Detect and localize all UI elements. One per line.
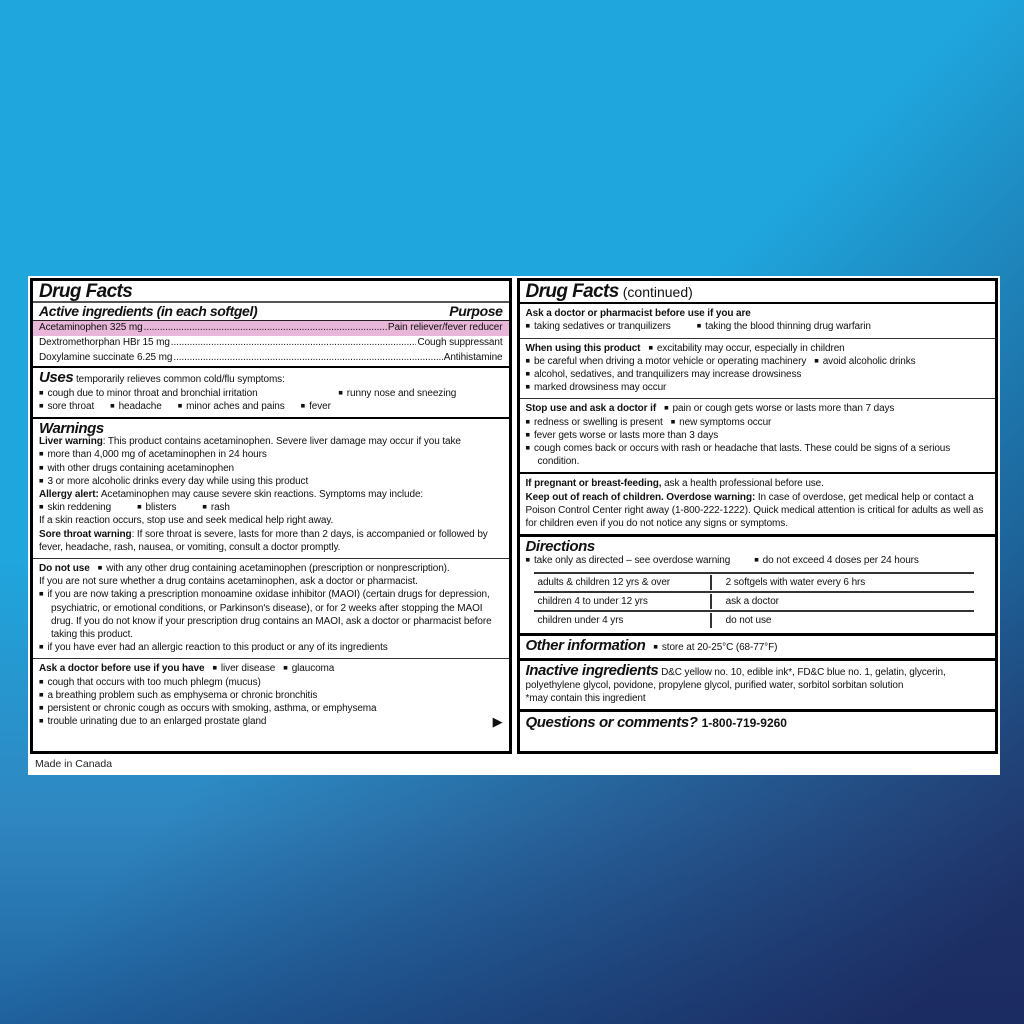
do-not-use-line: Do not use ■ with any other drug containing acetaminophen (prescription or nonprescription). [39,562,503,575]
liver-bullet: ■ more than 4,000 mg of acetaminophen in 24 hours [39,448,503,461]
keep-out-lead: Keep out of reach of children. Overdose warning: [525,491,756,503]
dot-leader [144,321,387,334]
ask-doctor-bullet: ■ cough that occurs with too much phlegm (mucus) [39,676,503,689]
made-in-label: Made in Canada [35,757,113,770]
dosage-table [534,572,974,629]
uses-bullet: ■ minor aches and pains [178,400,285,413]
sore-throat-lead: Sore throat warning [39,528,132,540]
ask-doctor-lead: Ask a doctor before use if you have [39,663,205,675]
ask-pharmacist-section: Ask a doctor or pharmacist before use if you are ■ taking sedatives or tranquilizers ■ taking the blood thinning drug warfarin [526,304,990,337]
do-not-use-lead: Do not use [39,563,90,575]
inactive-ingredients-section: Inactive ingredients D&C yellow no. 10, edible ink*, FD&C blue no. 1, gelatin, glycerin, polyethylene glycol, povidone, propylene glycol, purified water, sorbitol sorbitan solution *may contain this ingredient [526,661,990,710]
uses-heading: Uses [39,369,74,387]
do-not-use-section [39,559,503,658]
do-not-use-bullet: ■ if you have ever had an allergic reaction to this product or any of its ingredients [39,641,503,654]
stop-use-section: Stop use and ask a doctor if ■ pain or cough gets worse or lasts more than 7 days ■ redness or swelling is present ■ new symptoms occur ■ fever gets worse or lasts more than 3 days ■ cough comes back or occurs with rash or headache that lasts. These could be signs of a serious condition. [526,399,990,472]
uses-intro: temporarily relieves common cold/flu symptoms: [75,374,285,386]
liver-warning-lead: Liver warning [39,436,103,448]
ask-doctor-line: Ask a doctor before use if you have ■ liver disease ■ glaucoma [39,662,503,675]
questions-section [526,712,990,734]
phone-number: 1-800-719-9260 [701,716,787,731]
do-not-use-bullet: ■ if you are now taking a prescription monoamine oxidase inhibitor (MAOI) (certain drugs for depression, psychiatric, or emotional conditions, or Parkinson's disease), or for 2 weeks after stopping the MAOI drug. If you do not know if your prescription drug contains an MAOI, ask a doctor or pharmacist before taking this product. [39,588,503,641]
uses-section [39,368,503,417]
liver-warning: Liver warning: This product contains acetaminophen. Severe liver damage may occur if you take [39,436,461,448]
drug-facts-continued-title: Drug Facts (continued) [525,281,693,302]
ingredient-purpose: Antihistamine [443,352,503,364]
drug-facts-panel-right [517,278,999,754]
ask-pharmacist-lead: Ask a doctor or pharmacist before use if you are [525,308,751,320]
continue-arrow-icon: ▶ [492,713,503,729]
ingredient-name: Dextromethorphan HBr 15 mg [39,337,170,349]
warnings-section [39,419,503,558]
inactive-note: *may contain this ingredient [525,693,646,705]
sore-throat-warning: Sore throat warning: If sore throat is severe, lasts for more than 2 days, is accompanied or followed by fever, headache, rash, nausea, or vomiting, consult a doctor promptly. [39,528,488,553]
ingredient-row-doxylamine [39,351,503,366]
ingredient-row-acetaminophen [33,321,509,336]
uses-bullet: ■ headache [110,400,162,413]
uses-bullets-row2 [39,400,503,413]
drug-facts-title: Drug Facts [39,281,133,302]
dosage-row: adults & children 12 yrs & over 2 softgels with water every 6 hrs [534,572,974,591]
uses-bullets-row1 [39,387,503,400]
uses-bullet: ■ cough due to minor throat and bronchial irritation [39,387,338,400]
ask-doctor-bullet: ■ persistent or chronic cough as occurs with smoking, asthma, or emphysema [39,702,503,715]
directions-section: Directions ■ take only as directed – see overdose warning ■ do not exceed 4 doses per 24 hours adults & children 12 yrs & over 2 softgels with water every 6 hrs children 4 to under 12 yrs ask a doctor children under 4 yrs do not use [526,537,990,632]
dot-leader [171,336,417,349]
liver-bullet: ■ 3 or more alcoholic drinks every day while using this product [39,475,503,488]
inactive-ingredients-heading: Inactive ingredients [525,661,659,679]
drug-facts-label [28,276,1000,775]
ingredient-purpose: Cough suppressant [417,337,503,349]
other-information-section: Other information ■ store at 20-25°C (68-77°F) [526,636,990,658]
uses-bullet: ■ fever [301,400,331,413]
ingredient-name: Doxylamine succinate 6.25 mg [39,352,173,364]
purpose-heading: Purpose [449,303,503,320]
ingredient-purpose: Pain reliever/fever reducer [387,322,503,334]
allergy-note: If a skin reaction occurs, stop use and seek medical help right away. [39,515,334,527]
allergy-bullets: ■ skin reddening ■ blisters ■ rash [39,501,503,514]
pregnant-lead: If pregnant or breast-feeding, [525,478,662,490]
other-information-heading: Other information [525,636,646,654]
ingredient-name: Acetaminophen 325 mg [39,322,143,334]
warnings-heading: Warnings [39,420,104,438]
active-ingredients-heading: Active ingredients (in each softgel) [39,303,258,320]
dot-leader [173,351,442,364]
active-ingredients-header [39,303,503,320]
liver-bullet: ■ with other drugs containing acetaminophen [39,462,503,475]
pregnant-section: If pregnant or breast-feeding, ask a health professional before use. Keep out of reach of children. Overdose warning: In case of overdose, get medical help or contact a Poison Control Center right away (1-800-222-1222). Quick medical attention is critical for adults as well as for children even if you do not notice any signs or symptoms. [525,478,984,530]
ask-doctor-bullet: ■ a breathing problem such as emphysema or chronic bronchitis [39,689,503,702]
panels-row [30,278,998,754]
when-using-section: When using this product ■ excitability may occur, especially in children ■ be careful when driving a motor vehicle or operating machinery ■ avoid alcoholic drinks ■ alcohol, sedatives, and tranquilizers may increase drowsiness ■ marked drowsiness may occur [526,339,990,399]
drug-facts-panel-left [30,278,512,754]
uses-heading-line [39,371,503,386]
uses-bullet: ■ sore throat [39,400,94,413]
do-not-use-cont: If you are not sure whether a drug contains acetaminophen, ask a doctor or pharmacist. [39,576,418,588]
when-using-lead: When using this product [525,342,641,354]
allergy-alert: Allergy alert: Acetaminophen may cause severe skin reactions. Symptoms may include: [39,489,424,501]
uses-bullet: ■ runny nose and sneezing [338,387,456,400]
allergy-alert-lead: Allergy alert: [39,489,99,501]
dosage-row: children 4 to under 12 yrs ask a doctor [534,591,974,610]
dosage-row: children under 4 yrs do not use [534,610,974,629]
stop-use-lead: Stop use and ask a doctor if [525,403,657,415]
ask-doctor-lastrow: ■ trouble urinating due to an enlarged prostate gland ▶ [39,715,503,728]
ingredient-row-dextromethorphan [39,336,503,351]
questions-heading: Questions or comments? [525,714,698,732]
directions-heading: Directions [525,538,595,556]
ask-doctor-section [39,659,503,732]
